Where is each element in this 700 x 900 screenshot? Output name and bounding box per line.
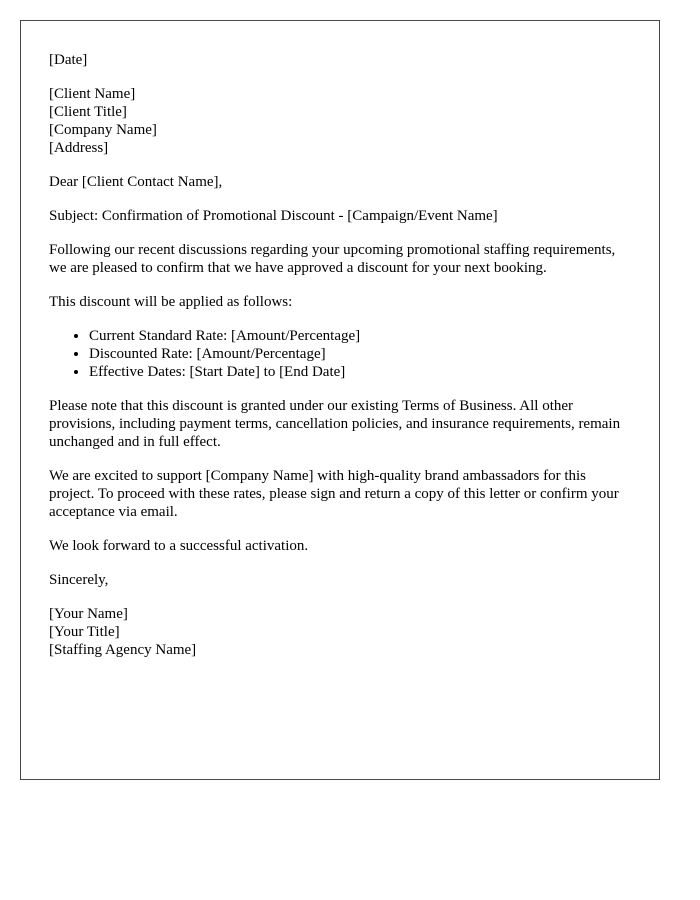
recipient-title: [Client Title] bbox=[49, 104, 127, 120]
closing-remark: We look forward to a successful activation. bbox=[49, 538, 309, 554]
signature-title: [Your Title] bbox=[49, 624, 120, 640]
terms-paragraph: Please note that this discount is granted under our existing Terms of Business. All other provisions, including payment terms, cancellation policies, and insurance requirements, remain unchanged and in full effect. bbox=[49, 398, 621, 450]
signature-name: [Your Name] bbox=[49, 606, 128, 622]
subject-line: Subject: Confirmation of Promotional Discount - [Campaign/Event Name] bbox=[49, 208, 498, 224]
salutation: Dear [Client Contact Name], bbox=[49, 174, 223, 190]
discount-item-effective-dates: • Effective Dates: [Start Date] to [End Date] bbox=[89, 363, 631, 381]
recipient-company: [Company Name] bbox=[49, 122, 157, 138]
recipient-block bbox=[49, 85, 631, 157]
discount-item-discounted-rate: • Discounted Rate: [Amount/Percentage] bbox=[89, 345, 631, 363]
discount-item-standard-rate: • Current Standard Rate: [Amount/Percentage] bbox=[89, 327, 631, 345]
discount-intro: This discount will be applied as follows: bbox=[49, 294, 293, 310]
recipient-name: [Client Name] bbox=[49, 86, 136, 102]
discount-list bbox=[49, 327, 631, 381]
recipient-address: [Address] bbox=[49, 140, 109, 156]
signature-agency: [Staffing Agency Name] bbox=[49, 642, 197, 658]
letter-page bbox=[20, 20, 660, 780]
signature-block bbox=[49, 605, 631, 659]
support-paragraph: We are excited to support [Company Name] with high-quality brand ambassadors for this project. To proceed with these rates, please sign and return a copy of this letter or confirm your acceptance via email. bbox=[49, 468, 619, 520]
letter-date: [Date] bbox=[49, 52, 88, 68]
closing: Sincerely, bbox=[49, 572, 109, 588]
intro-paragraph: Following our recent discussions regarding your upcoming promotional staffing requirements, we are pleased to confirm that we have approved a discount for your next booking. bbox=[49, 242, 616, 276]
